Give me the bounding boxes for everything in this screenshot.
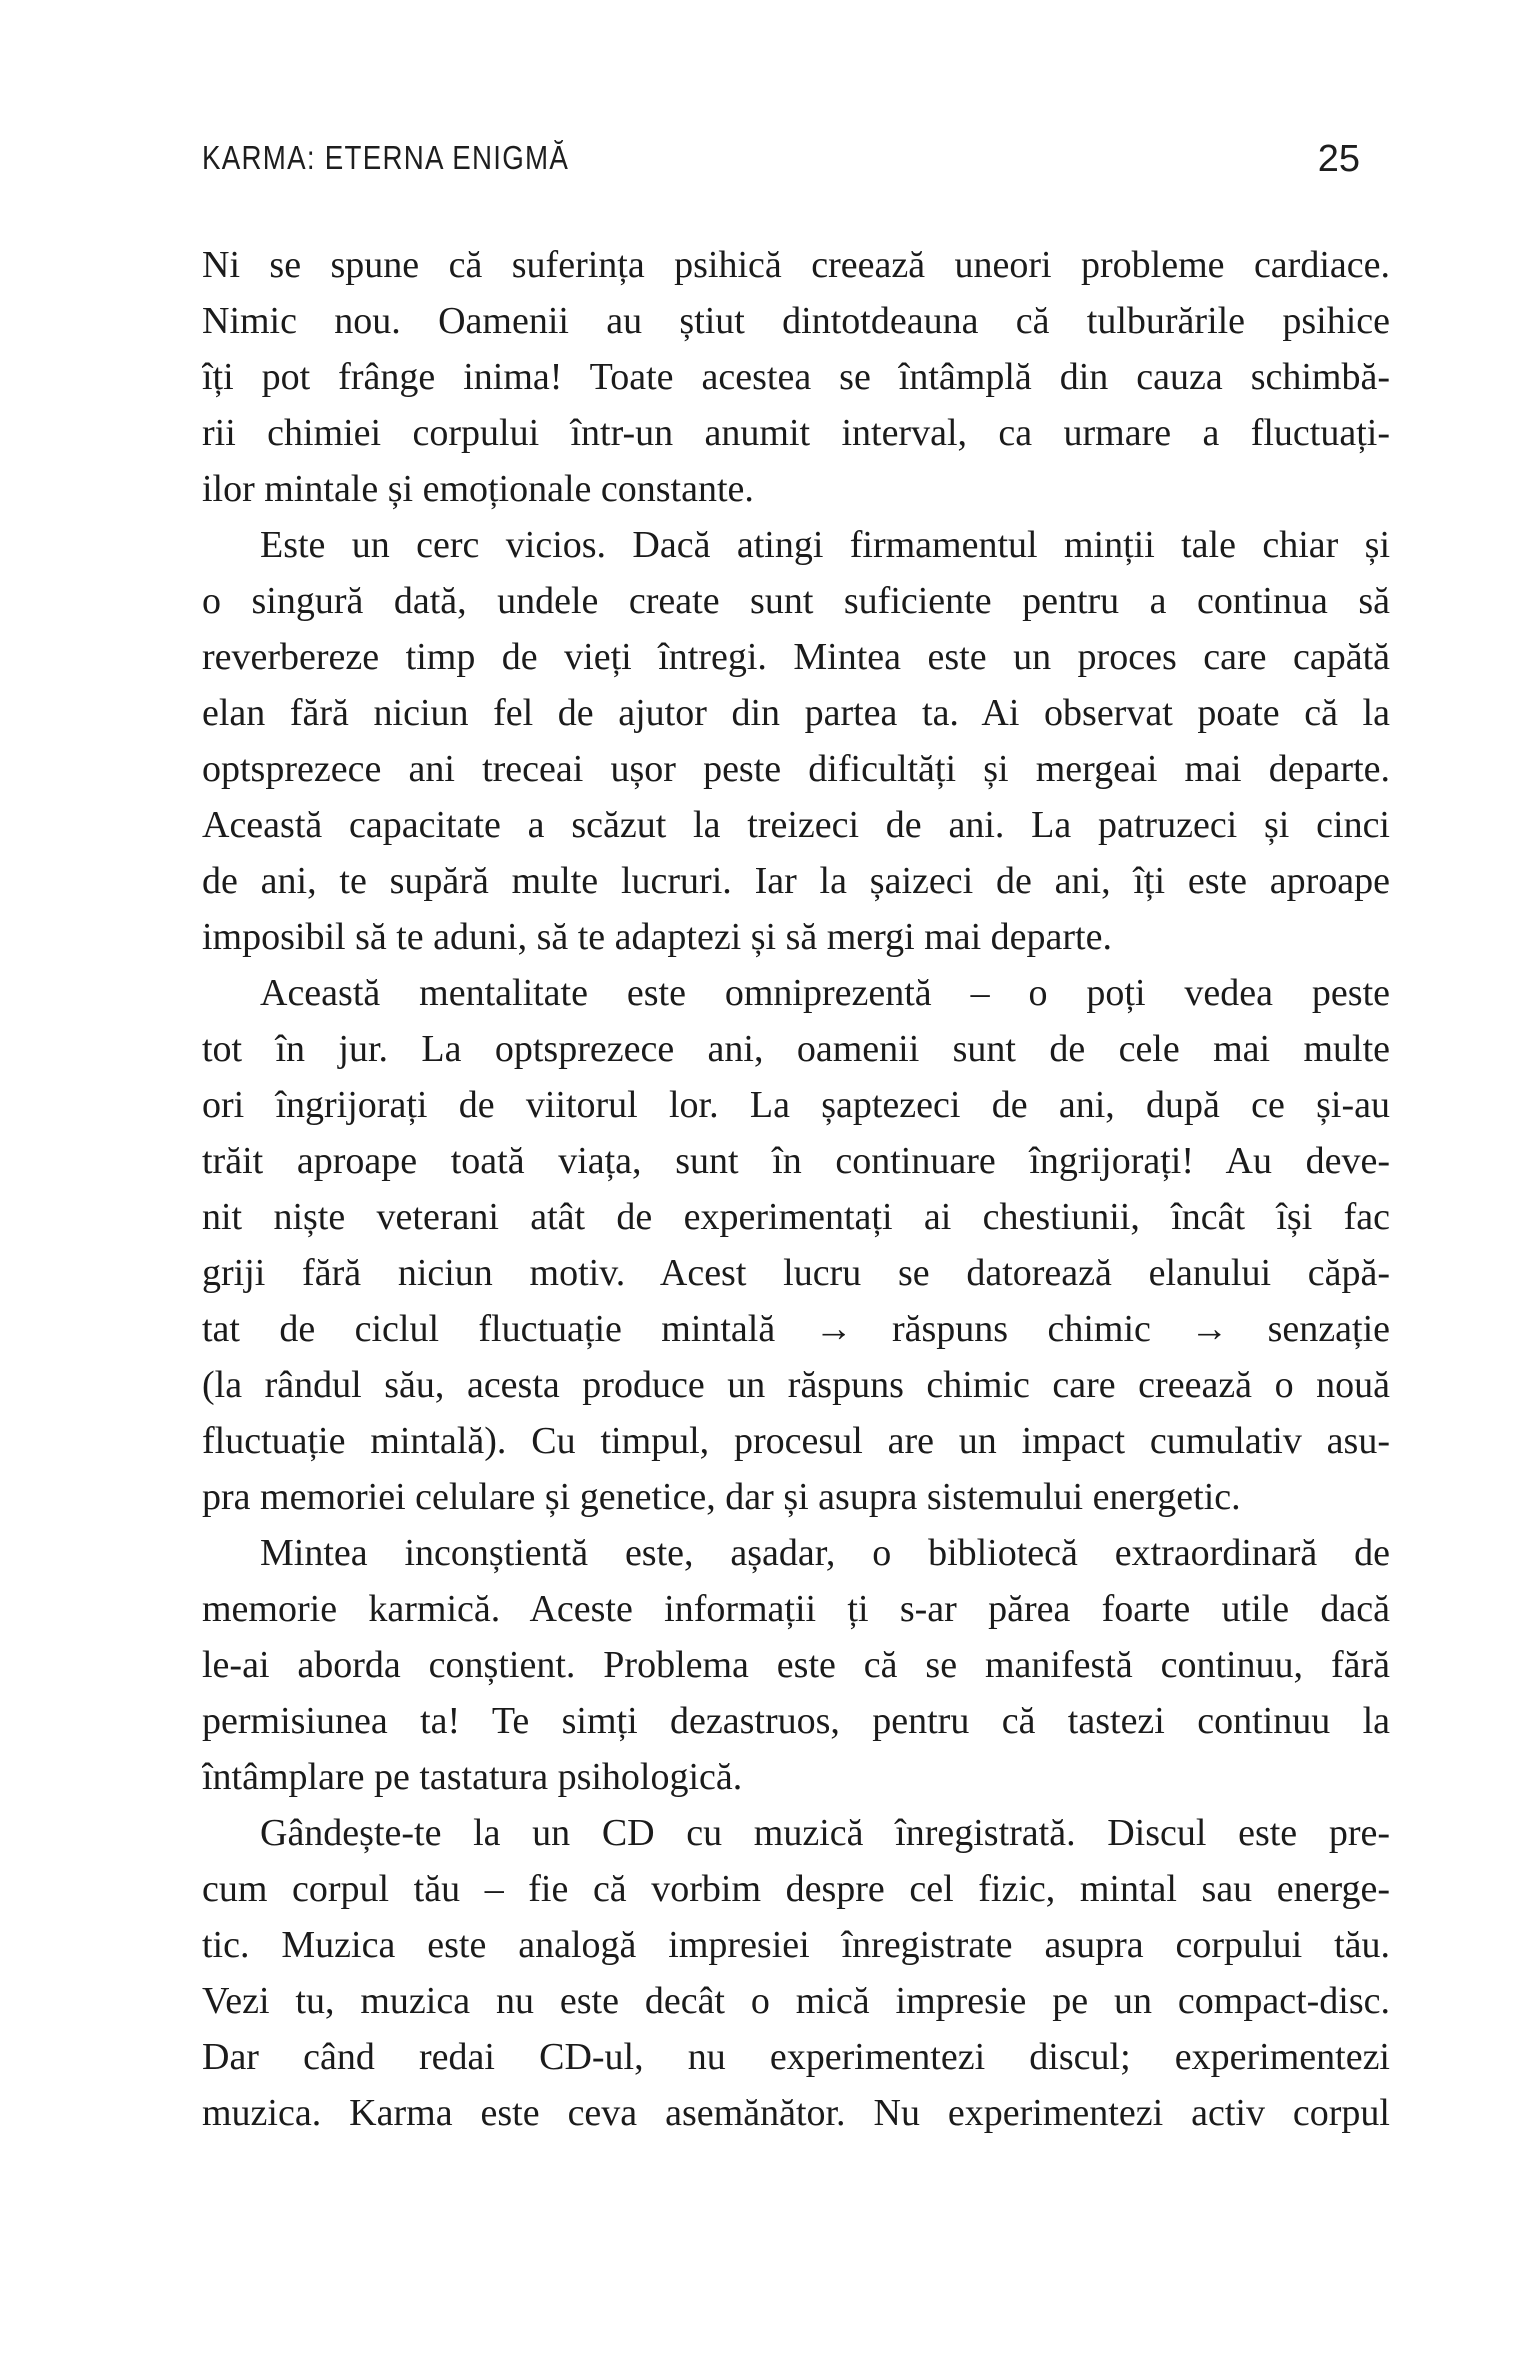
text-line: îți pot frânge inima! Toate acestea se întâmplă din cauza schimbă- — [202, 356, 1390, 398]
text-line: memorie karmică. Aceste informații ți s-ar părea foarte utile dacă — [202, 1588, 1390, 1630]
text-line: permisiunea ta! Te simți dezastruos, pentru că tastezi continuu la — [202, 1700, 1390, 1742]
text-line: imposibil să te aduni, să te adaptezi și să mergi mai departe. — [202, 916, 1112, 958]
text-line: Nimic nou. Oamenii au știut dintotdeauna că tulburările psihice — [202, 300, 1390, 342]
text-line: ori îngrijorați de viitorul lor. La șaptezeci de ani, după ce și-au — [202, 1084, 1390, 1126]
text-line: Ni se spune că suferința psihică creează uneori probleme cardiace. — [202, 244, 1390, 286]
text-line: cum corpul tău – fie că vorbim despre cel fizic, mintal sau energe- — [202, 1868, 1390, 1910]
text-line: tot în jur. La optsprezece ani, oamenii sunt de cele mai multe — [202, 1028, 1390, 1070]
text-line: Această capacitate a scăzut la treizeci de ani. La patruzeci și cinci — [202, 804, 1390, 846]
running-header-text: KARMA: ETERNA ENIGMĂ — [202, 139, 570, 176]
text-line: reverbereze timp de vieți întregi. Mintea este un proces care capătă — [202, 636, 1390, 678]
text-line: Dar când redai CD-ul, nu experimentezi discul; experimentezi — [202, 2036, 1390, 2078]
text-line: muzica. Karma este ceva asemănător. Nu experimentezi activ corpul — [202, 2092, 1390, 2134]
text-line: optsprezece ani treceai ușor peste dificultăți și mergeai mai departe. — [202, 748, 1390, 790]
text-line: de ani, te supără multe lucruri. Iar la șaizeci de ani, îți este aproape — [202, 860, 1390, 902]
text-line: rii chimiei corpului într-un anumit interval, ca urmare a fluctuați- — [202, 412, 1390, 454]
text-line: fluctuație mintală). Cu timpul, procesul are un impact cumulativ asu- — [202, 1420, 1390, 1462]
text-line: o singură dată, undele create sunt suficiente pentru a continua să — [202, 580, 1390, 622]
text-line: (la rândul său, acesta produce un răspuns chimic care creează o nouă — [202, 1364, 1390, 1406]
text-line: pra memoriei celulare și genetice, dar și asupra sistemului energetic. — [202, 1476, 1241, 1518]
text-line: Gândește-te la un CD cu muzică înregistrată. Discul este pre- — [260, 1812, 1390, 1854]
text-line: griji fără niciun motiv. Acest lucru se datorează elanului căpă- — [202, 1252, 1390, 1294]
text-line: tic. Muzica este analogă impresiei înregistrate asupra corpului tău. — [202, 1924, 1390, 1966]
text-line: le-ai aborda conștient. Problema este că se manifestă continuu, fără — [202, 1644, 1390, 1686]
text-line: trăit aproape toată viața, sunt în continuare îngrijorați! Au deve- — [202, 1140, 1390, 1182]
text-line: Este un cerc vicios. Dacă atingi firmamentul minții tale chiar și — [260, 524, 1390, 566]
text-line: Vezi tu, muzica nu este decât o mică impresie pe un compact-disc. — [202, 1980, 1390, 2022]
text-line: întâmplare pe tastatura psihologică. — [202, 1756, 743, 1798]
text-line: tat de ciclul fluctuație mintală → răspuns chimic → senzație — [202, 1308, 1390, 1350]
running-header — [202, 141, 639, 174]
text-line: nit niște veterani atât de experimentați ai chestiunii, încât își fac — [202, 1196, 1390, 1238]
text-line: ilor mintale și emoționale constante. — [202, 468, 754, 510]
text-line: Mintea inconștientă este, așadar, o bibliotecă extraordinară de — [260, 1532, 1390, 1574]
page-body — [202, 237, 1390, 2141]
text-line: Această mentalitate este omniprezentă – o poți vedea peste — [260, 972, 1390, 1014]
page-number: 25 — [1317, 138, 1360, 180]
text-line: elan fără niciun fel de ajutor din partea ta. Ai observat poate că la — [202, 692, 1390, 734]
